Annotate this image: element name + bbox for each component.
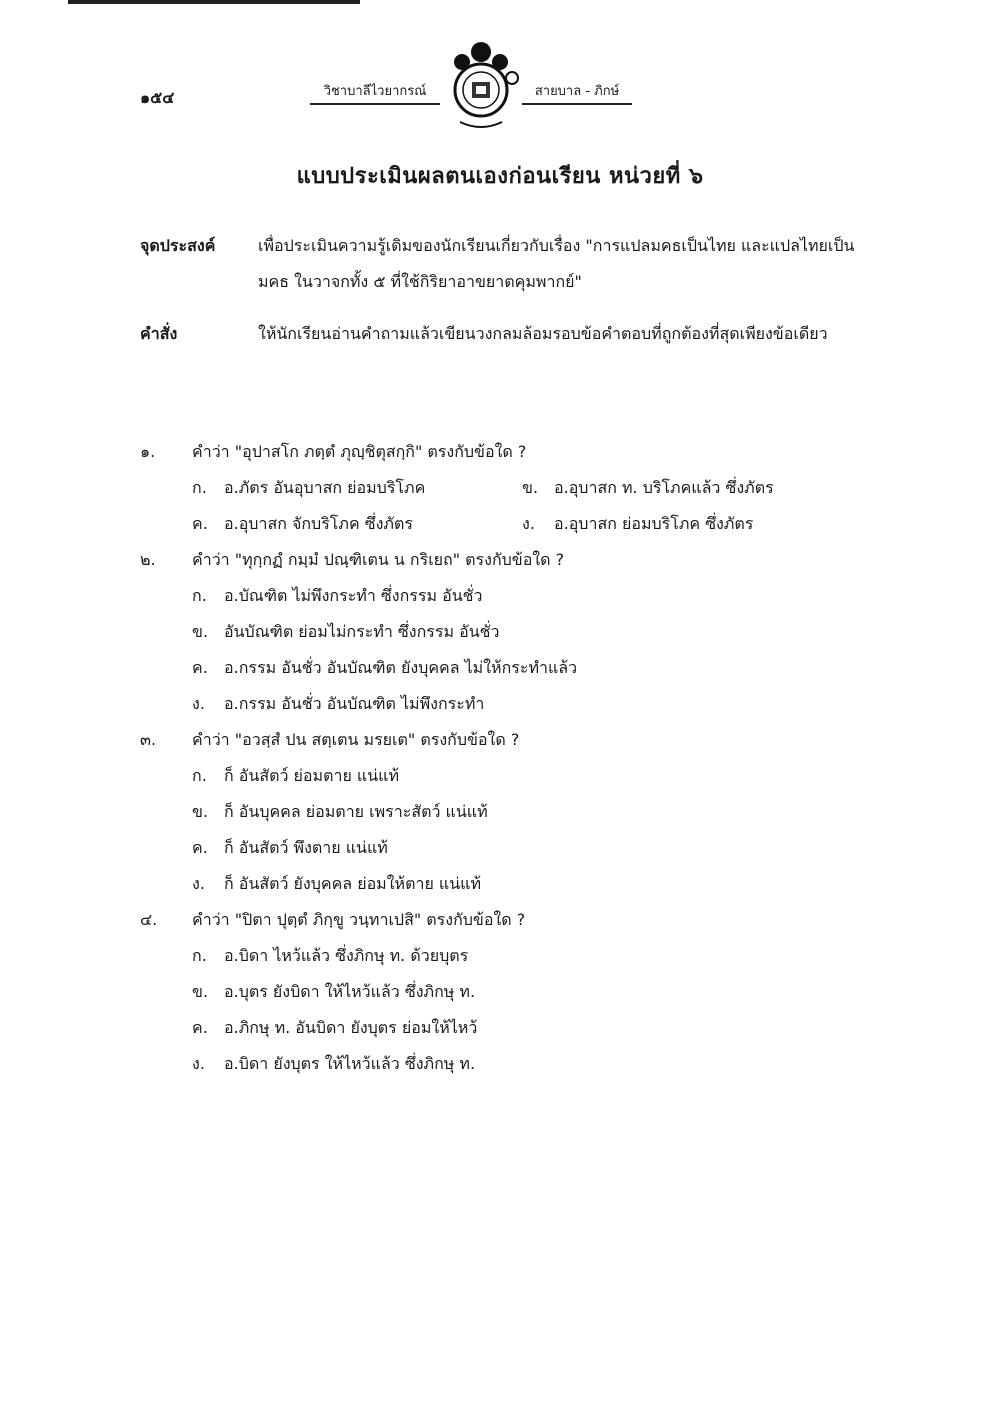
option-text: อ.บัณฑิต ไม่พึงกระทำ ซึ่งกรรม อันชั่ว [224,586,483,605]
top-rule [68,0,360,4]
option-list [192,938,860,1082]
option-letter: ก. [192,586,207,605]
question-stem [140,434,860,470]
option-d[interactable] [192,686,860,722]
option-text: ก็ อันสัตว์ พึงตาย แน่แท้ [224,838,388,857]
option-text: อ.บิดา ยังบุตร ให้ไหว้แล้ว ซึ่งภิกษุ ท. [224,1054,476,1073]
question-text: คำว่า "อวสฺสํ ปน สตฺเตน มรยเต" ตรงกับข้อใด ? [192,730,520,749]
option-text: อ.อุบาสก ย่อมบริโภค ซึ่งภัตร [554,514,754,533]
question-text: คำว่า "ปิตา ปุตฺตํ ภิกฺขู วนฺทาเปสิ" ตรงกับข้อใด ? [192,910,526,929]
objective-section [140,228,860,300]
instruction-label: คำสั่ง [140,324,178,343]
option-text: อ.ภิกษุ ท. อันบิดา ยังบุตร ย่อมให้ไหว้ [224,1018,478,1037]
question-stem [140,722,860,758]
option-b[interactable] [522,470,852,506]
question-text: คำว่า "ทุกฺกฏํ กมฺมํ ปณฺฑิเตน น กริเยถ" ตรงกับข้อใด ? [192,550,565,569]
objective-label: จุดประสงค์ [140,236,216,255]
question-list [140,434,860,1082]
option-letter: ง. [192,694,205,713]
option-text: อ.กรรม อันชั่ว อันบัณฑิต ไม่พึงกระทำ [224,694,485,713]
option-d[interactable] [192,866,860,902]
option-letter: ค. [192,1018,208,1037]
page-number: ๑๕๔ [140,88,175,107]
option-text: อ.กรรม อันชั่ว อันบัณฑิต ยังบุคคล ไม่ให้กระทำแล้ว [224,658,578,677]
option-a[interactable] [192,938,860,974]
option-text: อ.บุตร ยังบิดา ให้ไหว้แล้ว ซึ่งภิกษุ ท. [224,982,476,1001]
option-letter: ง. [522,514,535,533]
instruction-section [140,316,860,352]
option-text: อ.บิดา ไหว้แล้ว ซึ่งภิกษุ ท. ด้วยบุตร [224,946,469,965]
option-letter: ข. [522,478,539,497]
option-letter: ข. [192,802,209,821]
instruction-text: ให้นักเรียนอ่านคำถามแล้วเขียนวงกลมล้อมรอบข้อคำตอบที่ถูกต้องที่สุดเพียงข้อเดียว [258,324,828,343]
question-number: ๒. [140,550,156,569]
emblem-logo [438,40,524,136]
option-b[interactable] [192,974,860,1010]
option-text: ก็ อันบุคคล ย่อมตาย เพราะสัตว์ แน่แท้ [224,802,488,821]
option-letter: ค. [192,838,208,857]
option-text: ก็ อันสัตว์ ยังบุคคล ย่อมให้ตาย แน่แท้ [224,874,482,893]
option-grid [192,470,860,542]
question-4 [140,902,860,1082]
option-letter: ก. [192,766,207,785]
option-letter: ง. [192,1054,205,1073]
option-c[interactable] [192,1010,860,1046]
option-text: อ.ภัตร อันอุบาสก ย่อมบริโภค [224,478,426,497]
option-c[interactable] [192,506,522,542]
question-stem [140,902,860,938]
header-track: สายบาล - ภิกษ์ [522,80,632,105]
objective-text: เพื่อประเมินความรู้เดิมของนักเรียนเกี่ยวกับเรื่อง "การแปลมคธเป็นไทย และแปลไทยเป็นมคธ ในวาจกทั้ง ๕ ที่ใช้กิริยาอาขยาตคุมพากย์" [258,236,855,291]
option-letter: ค. [192,658,208,677]
option-letter: ข. [192,622,209,641]
option-c[interactable] [192,650,860,686]
option-text: อันบัณฑิต ย่อมไม่กระทำ ซึ่งกรรม อันชั่ว [224,622,500,641]
question-number: ๓. [140,730,157,749]
option-text: ก็ อันสัตว์ ย่อมตาย แน่แท้ [224,766,400,785]
option-b[interactable] [192,614,860,650]
page-title: แบบประเมินผลตนเองก่อนเรียน หน่วยที่ ๖ [296,164,704,189]
option-a[interactable] [192,758,860,794]
option-letter: ก. [192,946,207,965]
option-d[interactable] [192,1046,860,1082]
question-3 [140,722,860,902]
question-1 [140,434,860,542]
option-letter: ข. [192,982,209,1001]
page-header [0,40,1000,140]
option-a[interactable] [192,578,860,614]
question-stem [140,542,860,578]
option-letter: ง. [192,874,205,893]
option-letter: ก. [192,478,207,497]
option-letter: ค. [192,514,208,533]
option-c[interactable] [192,830,860,866]
question-number: ๑. [140,442,156,461]
question-text: คำว่า "อุปาสโก ภตฺตํ ภุญฺชิตุสกฺกิ" ตรงกับข้อใด ? [192,442,527,461]
option-list [192,758,860,902]
question-number: ๔. [140,910,158,929]
option-a[interactable] [192,470,522,506]
option-text: อ.อุบาสก ท. บริโภคแล้ว ซึ่งภัตร [554,478,774,497]
header-subject: วิชาบาลีไวยากรณ์ [310,80,440,105]
option-text: อ.อุบาสก จักบริโภค ซึ่งภัตร [224,514,413,533]
question-2 [140,542,860,722]
option-d[interactable] [522,506,852,542]
option-b[interactable] [192,794,860,830]
option-list [192,578,860,722]
